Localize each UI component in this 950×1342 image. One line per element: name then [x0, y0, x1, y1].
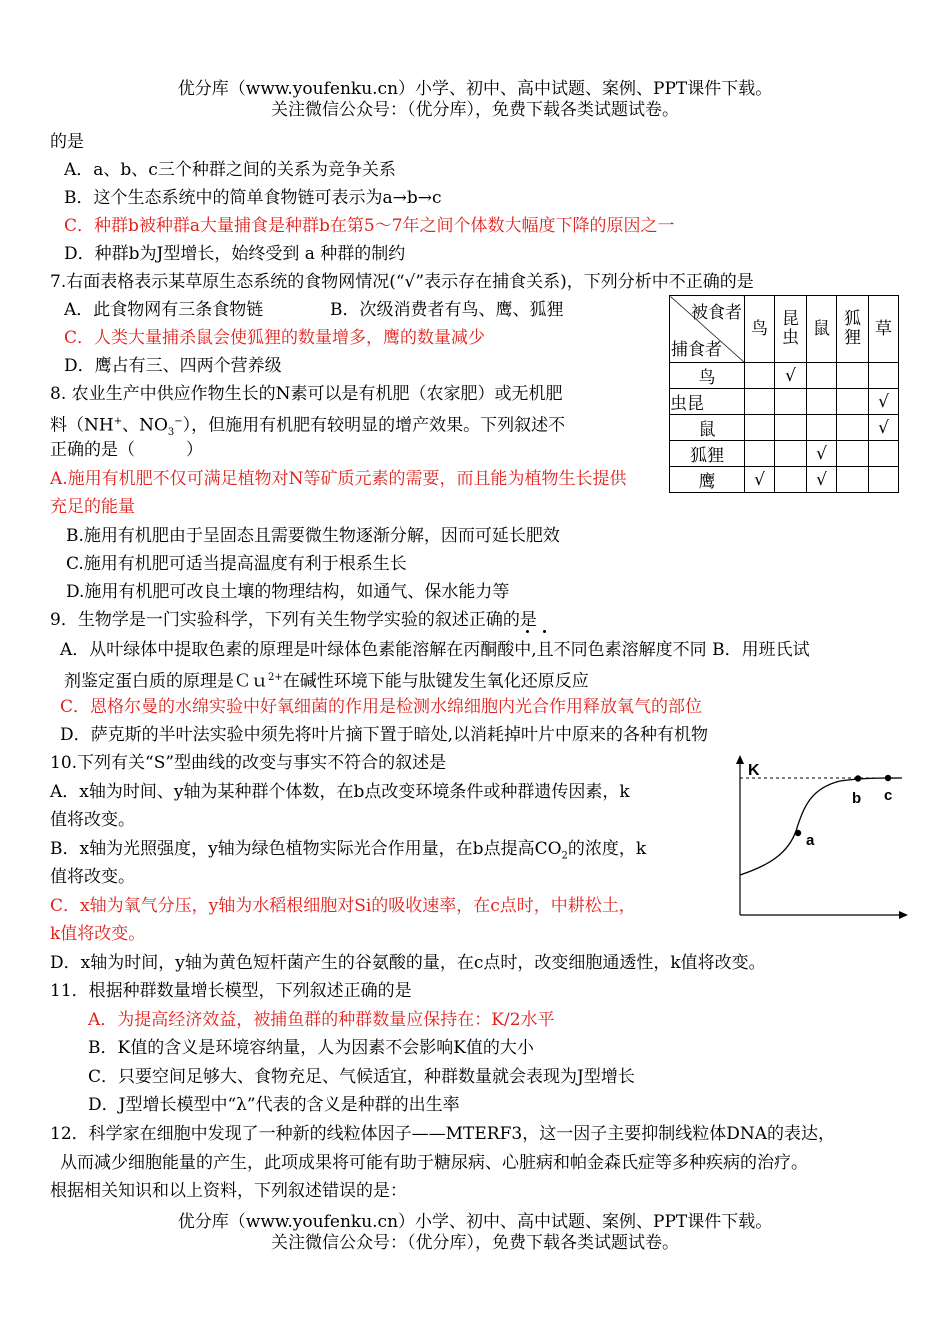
q6-option-a: A．a、b、c三个种群之间的关系为竞争关系: [64, 160, 396, 180]
table-row: [670, 415, 899, 441]
q9-option-c-answer: C．恩格尔曼的水绵实验中好氧细菌的作用是检测水绵细胞内光合作用释放氧气的部位: [60, 697, 703, 717]
q10-option-a-1: A．x轴为时间、y轴为某种群个体数，在b点改变环境条件或种群遗传因素，k: [50, 782, 630, 802]
q9-stem: 9．生物学是一门实验科学，下列有关生物学实验的叙述正确的是: [50, 610, 537, 630]
q10-option-b-2: 值将改变。: [50, 867, 135, 887]
cell: [869, 441, 899, 467]
label-c: c: [884, 787, 893, 804]
q6-option-b: B．这个生态系统中的简单食物链可表示为a→b→c: [64, 188, 442, 208]
col-header-bird: 鸟: [745, 296, 775, 363]
cell: [837, 363, 869, 389]
row-header-bird: 鸟: [670, 363, 745, 389]
q12-line-1: 12．科学家在细胞中发现了一种新的线粒体因子——MTERF3，这一因子主要抑制线粒体DNA的表达，: [50, 1124, 835, 1144]
cell: [837, 415, 869, 441]
label-b: b: [852, 790, 862, 807]
q6-option-c-answer: C．种群b被种群a大量捕食是种群b在第5～7年之间个体数大幅度下降的原因之一: [64, 216, 675, 236]
q10-option-b-1: B．x轴为光照强度，y轴为绿色植物实际光合作用量，在b点提高$CO_2$的浓度，k: [50, 839, 647, 862]
q7-option-c-answer: C．人类大量捕杀鼠会使狐狸的数量增多，鹰的数量减少: [64, 328, 486, 348]
cell: [807, 389, 837, 415]
q8-line-2: 料（NH+、$NO_3^-$），但施用有机肥有较明显的增产效果。下列叙述不: [50, 415, 566, 439]
label-a: a: [806, 832, 815, 849]
q9-option-b: 剂鉴定蛋白质的原理是Ｃｕ$^{2+}$在碱性环境下能与肽键发生氧化还原反应: [64, 671, 589, 692]
y-axis-arrow: [736, 755, 744, 764]
q8-option-d: D.施用有机肥可改良土壤的物理结构，如通气、保水能力等: [66, 582, 510, 602]
q10-option-c-answer-1: C．x轴为氧气分压，y轴为水稻根细胞对Si的吸收速率，在c点时，中耕松土，: [50, 896, 636, 916]
cell: √: [807, 467, 837, 493]
q7-option-a: A．此食物网有三条食物链: [64, 300, 264, 320]
q9-option-a: A．从叶绿体中提取色素的原理是叶绿体色素能溶解在丙酮酸中,且不同色素溶解度不同 B．用班氏试: [60, 640, 810, 660]
q7-stem: 7.右面表格表示某草原生态系统的食物网情况(“√”表示存在捕食关系)，下列分析中不正确的是: [50, 272, 754, 292]
cell: [775, 415, 807, 441]
cell: √: [869, 389, 899, 415]
table-corner-cell: [670, 296, 745, 363]
q7-option-b: B．次级消费者有鸟、鹰、狐狸: [330, 300, 564, 320]
q8-line-3: 正确的是（ ）: [50, 440, 203, 460]
col-header-mouse: 鼠: [807, 296, 837, 363]
q12-line-3: 根据相关知识和以上资料，下列叙述错误的是：: [50, 1181, 407, 1201]
cell: √: [869, 415, 899, 441]
q11-stem: 11．根据种群数量增长模型，下列叙述正确的是: [50, 981, 412, 1001]
q11-option-d: D．J型增长模型中“λ”代表的含义是种群的出生率: [88, 1095, 460, 1115]
q8-option-a-answer-1: A.施用有机肥不仅可满足植物对N等矿质元素的需要，而且能为植物生长提供: [50, 469, 627, 489]
cell: [745, 363, 775, 389]
food-web-table: [669, 295, 899, 493]
q8-option-a-answer-2: 充足的能量: [50, 497, 135, 517]
header-line-1: 优分库（www.youfenku.cn）小学、初中、高中试题、案例、PPT课件下载。: [177, 79, 773, 99]
corner-predator-label: 捕食者: [671, 340, 722, 360]
row-header-fox: 狐狸: [670, 441, 745, 467]
cell: [807, 363, 837, 389]
label-k: K: [748, 762, 760, 779]
cell: [745, 415, 775, 441]
table-row: [670, 389, 899, 415]
q10-stem: 10.下列有关“S”型曲线的改变与事实不符合的叙述是: [50, 753, 447, 773]
s-curve-graph: [730, 755, 910, 925]
cell: [869, 363, 899, 389]
row-header-eagle: 鹰: [670, 467, 745, 493]
q7-option-d: D．鹰占有三、四两个营养级: [64, 356, 282, 376]
q8-line-1: 8. 农业生产中供应作物生长的N素可以是有机肥（农家肥）或无机肥: [50, 384, 563, 404]
col-header-fox: 狐狸: [837, 296, 869, 363]
q10-option-a-2: 值将改变。: [50, 810, 135, 830]
point-c: [885, 775, 891, 781]
cell: [837, 467, 869, 493]
cell: [775, 467, 807, 493]
cell: [837, 389, 869, 415]
emphasis-dots: [520, 628, 550, 638]
row-header-insect: 虫昆: [670, 389, 745, 415]
row-header-mouse: 鼠: [670, 415, 745, 441]
cell: [869, 467, 899, 493]
q8-option-c: C.施用有机肥可适当提高温度有利于根系生长: [66, 554, 407, 574]
cell: [775, 441, 807, 467]
table-row: [670, 441, 899, 467]
q8-option-b: B.施用有机肥由于呈固态且需要微生物逐渐分解，因而可延长肥效: [66, 526, 560, 546]
cell: √: [775, 363, 807, 389]
cell: √: [807, 441, 837, 467]
cell: [775, 389, 807, 415]
table-row: [670, 467, 899, 493]
q6-tail: 的是: [50, 132, 84, 152]
q6-option-d: D．种群b为J型增长，始终受到 a 种群的制约: [64, 244, 406, 264]
header-line-2: 关注微信公众号：（优分库），免费下载各类试题试卷。: [271, 100, 679, 120]
x-axis-arrow: [899, 911, 908, 919]
point-b: [855, 775, 861, 781]
cell: [837, 441, 869, 467]
cell: [745, 441, 775, 467]
cell: [807, 415, 837, 441]
cell: √: [745, 467, 775, 493]
q12-line-2: 从而减少细胞能量的产生，此项成果将可能有助于糖尿病、心脏病和帕金森氏症等多种疾病的治疗。: [60, 1153, 808, 1173]
point-a: [795, 830, 801, 836]
q11-option-b: B．K值的含义是环境容纳量，人为因素不会影响K值的大小: [88, 1038, 534, 1058]
q10-option-c-answer-2: k值将改变。: [50, 924, 146, 944]
cell: [745, 389, 775, 415]
col-header-insect: 昆虫: [775, 296, 807, 363]
col-header-grass: 草: [869, 296, 899, 363]
table-row: [670, 363, 899, 389]
q9-option-d: D．萨克斯的半叶法实验中须先将叶片摘下置于暗处,以消耗掉叶片中原来的各种有机物: [60, 725, 709, 745]
footer-line-2: 关注微信公众号：（优分库），免费下载各类试题试卷。: [271, 1233, 679, 1253]
s-curve: [740, 778, 902, 875]
q10-option-d: D．x轴为时间，y轴为黄色短杆菌产生的谷氨酸的量，在c点时，改变细胞通透性，k值将改变。: [50, 953, 766, 973]
q11-option-a-answer: A．为提高经济效益，被捕鱼群的种群数量应保持在：K/2水平: [88, 1010, 555, 1030]
q11-option-c: C．只要空间足够大、食物充足、气候适宜，种群数量就会表现为J型增长: [88, 1067, 635, 1087]
corner-prey-label: 被食者: [691, 303, 742, 323]
footer-line-1: 优分库（www.youfenku.cn）小学、初中、高中试题、案例、PPT课件下载。: [177, 1212, 773, 1232]
